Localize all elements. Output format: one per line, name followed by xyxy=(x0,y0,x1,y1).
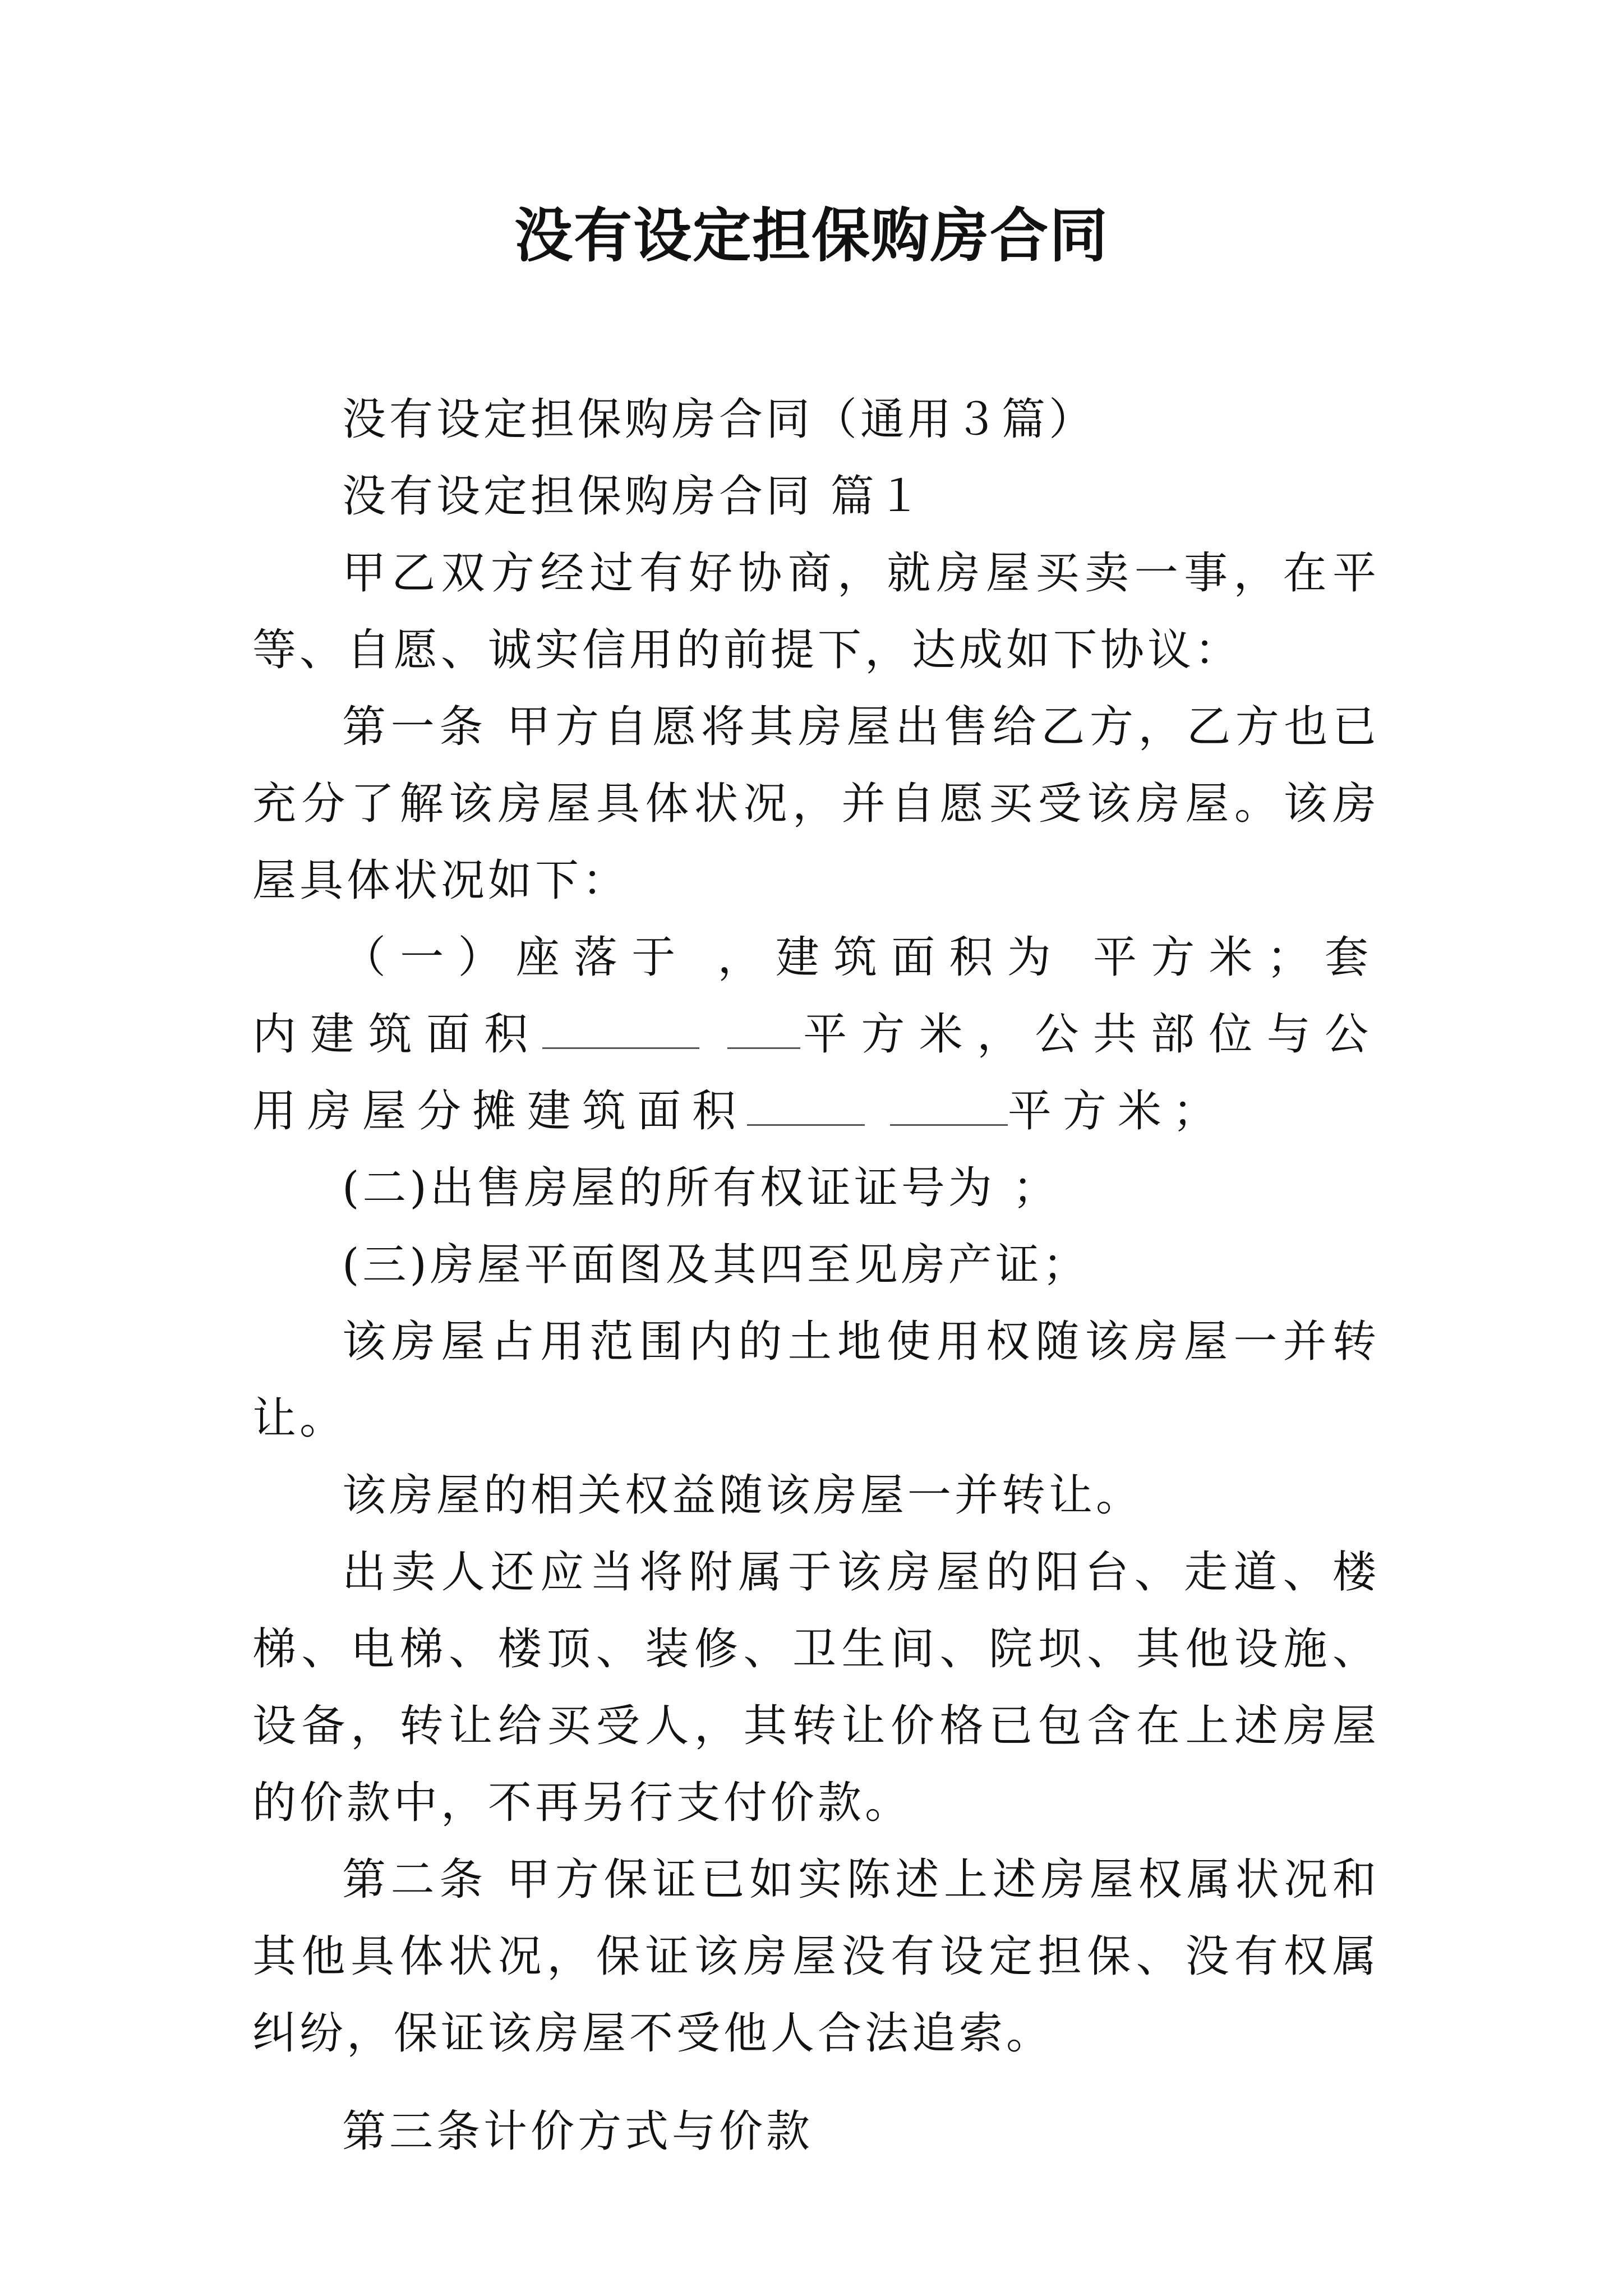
blank-line xyxy=(890,1091,1008,1126)
article-2: 第二条 甲方保证已如实陈述上述房屋权属状况和其他具体状况，保证该房屋没有设定担保、没有权属纠纷，保证该房屋不受他人合法追索。 xyxy=(252,1855,1380,2059)
item-1-text-a: （一）座落于 ，建筑面积为 平方米；套内建筑面积 xyxy=(252,932,1380,1060)
rights-paragraph: 该房屋的相关权益随该房屋一并转让。 xyxy=(342,1470,1144,1521)
item-3: (三)房屋平面图及其四至见房产证； xyxy=(342,1240,1090,1290)
document-title: 没有设定担保购房合同 xyxy=(514,201,1109,270)
subtitle: 没有设定担保购房合同（通用３篇） xyxy=(342,394,1096,445)
item-2: (二)出售房屋的所有权证证号为 ； xyxy=(342,1163,1060,1213)
intro-paragraph: 甲乙双方经过有好协商，就房屋买卖一事，在平等、自愿、诚实信用的前提下，达成如下协议： xyxy=(252,548,1380,675)
facilities-paragraph: 出卖人还应当将附属于该房屋的阳台、走道、楼梯、电梯、楼顶、装修、卫生间、院坝、其他设施、设备，转让给买受人，其转让价格已包含在上述房屋的价款中，不再另行支付价款。 xyxy=(252,1547,1380,1828)
land-use-paragraph: 该房屋占用范围内的土地使用权随该房屋一并转让。 xyxy=(252,1317,1380,1444)
item-1 xyxy=(252,919,1380,1150)
item-1-text-c: 平方米； xyxy=(1007,1086,1228,1137)
document-body xyxy=(252,381,1380,2170)
section-heading: 没有设定担保购房合同 篇１ xyxy=(342,471,925,522)
item-1-text-b: 平方米，公共部位与公用房屋分摊建筑面积 xyxy=(252,1009,1380,1137)
article-3: 第三条计价方式与价款 xyxy=(342,2106,814,2157)
blank-line xyxy=(727,1014,800,1049)
blank-line xyxy=(747,1091,865,1126)
blank-line xyxy=(542,1014,699,1049)
article-1: 第一条 甲方自愿将其房屋出售给乙方，乙方也已充分了解该房屋具体状况，并自愿买受该房屋。该房屋具体状况如下： xyxy=(252,702,1380,906)
